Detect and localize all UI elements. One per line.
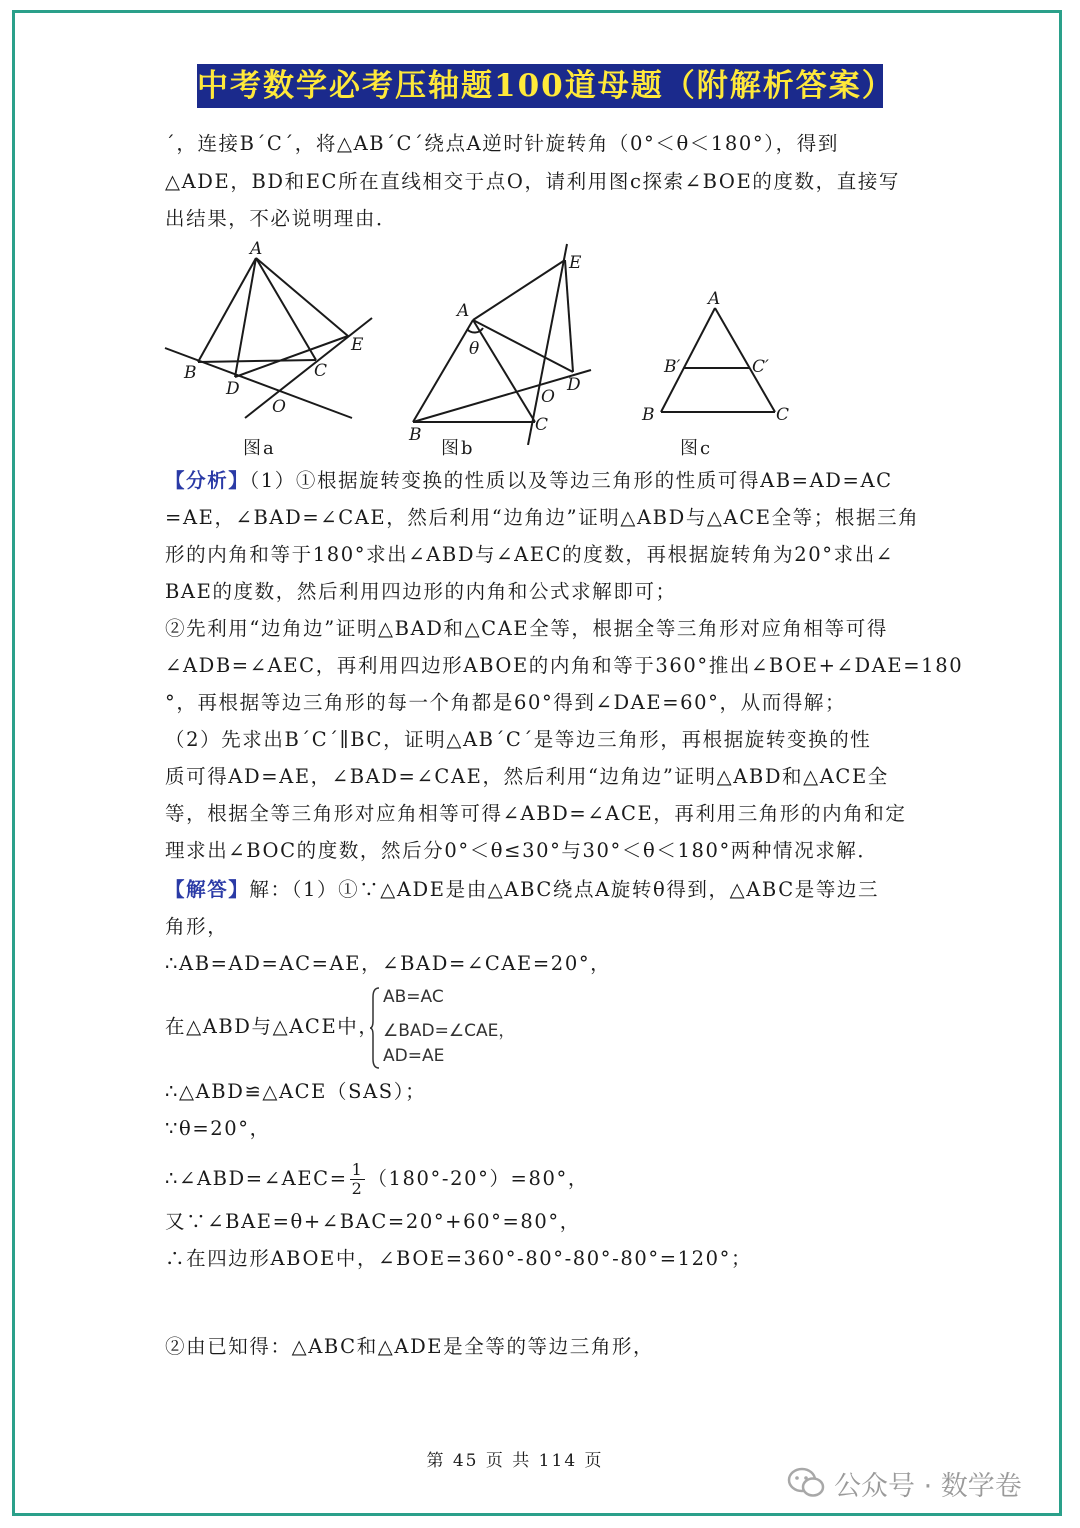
figure-b <box>395 240 605 445</box>
solution-line: ∴△ABD≌△ACE（SAS）； <box>165 1080 427 1103</box>
solution-line: 在△ABD与△ACE中， <box>165 1015 380 1038</box>
label-d: D <box>567 375 581 395</box>
label-c: C <box>314 361 328 381</box>
segment-ac <box>256 258 316 360</box>
solution-line: ∴AB=AD=AC=AE，∠BAD=∠CAE=20°， <box>165 952 612 975</box>
equation-row: ∠BAD=∠CAE， <box>383 1021 516 1041</box>
label-e: E <box>569 253 582 273</box>
analysis-line: BAE的度数，然后利用四边形的内角和公式求解即可； <box>165 580 677 603</box>
figure-c <box>636 288 796 428</box>
solution-line: 【解答】解：（1）①∵△ADE是由△ABC绕点A旋转θ得到，△ABC是等边三 <box>165 878 880 901</box>
solution-tag: 【解答】 <box>165 878 250 901</box>
solution-line: ∴在四边形ABOE中，∠BOE=360°-80°-80°-80°=120°； <box>165 1247 753 1270</box>
analysis-line: ②先利用“边角边”证明△BAD和△CAE全等，根据全等三角形对应角相等可得 <box>165 617 888 640</box>
analysis-tag: 【分析】 <box>165 469 250 492</box>
label-c: C <box>535 415 549 435</box>
label-o: O <box>272 397 286 417</box>
solution-line: 又∵∠BAE=θ+∠BAC=20°+60°=80°， <box>165 1210 581 1233</box>
figure-a <box>160 238 380 428</box>
label-c: C <box>776 405 790 425</box>
page-border <box>12 10 1062 1516</box>
label-b: B <box>642 405 655 425</box>
label-b: B <box>184 363 197 383</box>
problem-line: ´，连接B´C´，将△AB´C´绕点A逆时针旋转角（0°＜θ＜180°），得到 <box>165 132 839 155</box>
solution-line: 角形， <box>165 915 229 938</box>
equation-row: AD=AE <box>383 1046 445 1066</box>
caption-a: 图a <box>243 438 276 459</box>
page-title: 中考数学必考压轴题100道母题（附解析答案） <box>197 64 883 108</box>
label-a: A <box>708 289 721 309</box>
problem-line: △ADE，BD和EC所在直线相交于点O，请利用图c探索∠BOE的度数，直接写 <box>165 170 901 193</box>
analysis-line: ∠ADB=∠AEC，再利用四边形ABOE的内角和等于360°推出∠BOE+∠DAE=180 <box>165 654 964 677</box>
label-o: O <box>541 387 555 407</box>
wechat-icon <box>786 1466 826 1500</box>
analysis-line: 质可得AD=AE，∠BAD=∠CAE，然后利用“边角边”证明△ABD和△ACE全 <box>165 765 889 788</box>
label-d: D <box>226 379 240 399</box>
label-e: E <box>351 335 364 355</box>
equation-row: AB=AC <box>383 987 444 1007</box>
problem-line: 出结果，不必说明理由． <box>165 207 398 230</box>
label-theta: θ <box>469 339 480 359</box>
analysis-line: °，再根据等边三角形的每一个角都是60°得到∠DAE=60°，从而得解； <box>165 691 847 714</box>
analysis-line: （2）先求出B´C´∥BC，证明△AB´C´是等边三角形，再根据旋转变换的性 <box>165 728 872 751</box>
fraction-one-half: $\frac{1}{2}$ <box>351 1160 364 1198</box>
analysis-line: 等，根据全等三角形对应角相等可得∠ABD=∠ACE，再利用三角形的内角和定 <box>165 802 907 825</box>
caption-b: 图b <box>441 438 475 459</box>
analysis-line: 【分析】（1）①根据旋转变换的性质以及等边三角形的性质可得AB=AD=AC <box>165 469 893 492</box>
solution-line: ∴∠ABD=∠AEC= $\frac{1}{2}$ （180°-20°）=80°， <box>165 1160 589 1198</box>
segment-de <box>235 336 348 377</box>
analysis-line: 理求出∠BOC的度数，然后分0°＜θ≤30°与30°＜θ＜180°两种情况求解． <box>165 839 879 862</box>
watermark: 公众号 · 数学卷 <box>834 1471 1022 1502</box>
solution-line: ②由已知得：△ABC和△ADE是全等的等边三角形， <box>165 1335 655 1358</box>
solution-line: ∵θ=20°， <box>165 1117 271 1140</box>
analysis-line: =AE，∠BAD=∠CAE，然后利用“边角边”证明△ABD与△ACE全等；根据三角 <box>165 506 920 529</box>
line-ec-extended <box>245 318 372 418</box>
caption-c: 图c <box>680 438 713 459</box>
analysis-line: 形的内角和等于180°求出∠ABD与∠AEC的度数，再根据旋转角为20°求出∠ <box>165 543 894 566</box>
segment-bc <box>198 360 316 362</box>
label-a: A <box>250 239 263 259</box>
page-number: 第 45 页 共 114 页 <box>426 1451 604 1471</box>
label-a: A <box>457 301 470 321</box>
segment-ae <box>256 258 348 336</box>
equation-brace <box>370 987 380 1069</box>
label-b: B <box>409 425 422 445</box>
label-b-prime: B′ <box>664 357 681 377</box>
label-c-prime: C′ <box>752 357 769 377</box>
segment-ed <box>565 260 573 372</box>
segment-ae <box>473 260 565 320</box>
